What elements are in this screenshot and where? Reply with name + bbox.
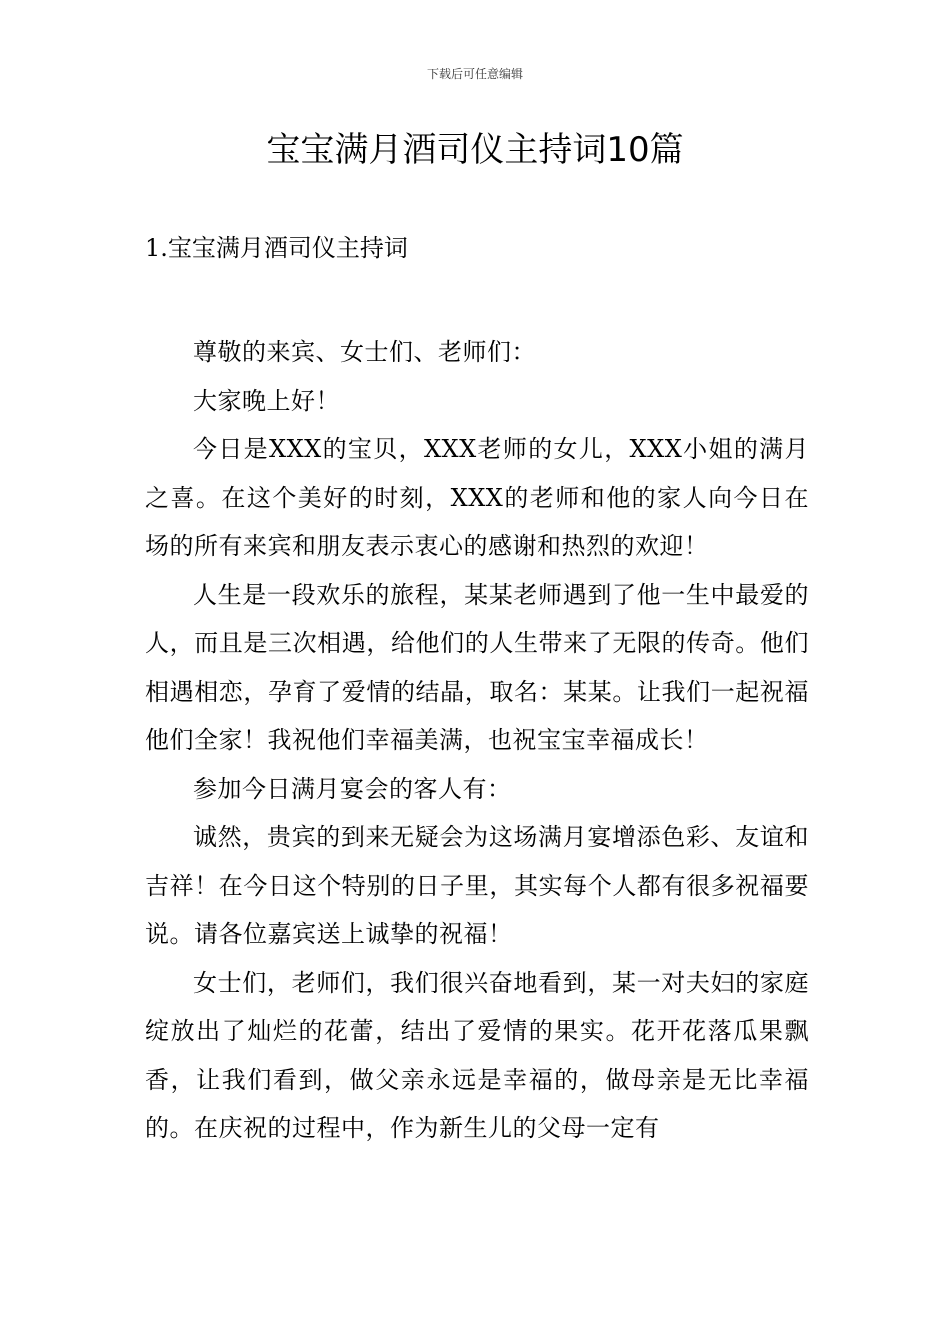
paragraph: 女士们，老师们，我们很兴奋地看到，某一对夫妇的家庭绽放出了灿烂的花蕾，结出了爱情的果实。花开花落瓜果飘香，让我们看到，做父亲永远是幸福的，做母亲是无比幸福的。在庆祝的过程中，作为新生儿的父母一定有 bbox=[145, 968, 809, 1142]
paragraph-greeting: 大家晚上好！ bbox=[193, 386, 340, 415]
paragraph: 诚然，贵宾的到来无疑会为这场满月宴增添色彩、友谊和吉祥！在今日这个特别的日子里，其实每个人都有很多祝福要说。请各位嘉宾送上诚挚的祝福！ bbox=[145, 823, 809, 948]
paragraph: 人生是一段欢乐的旅程，某某老师遇到了他一生中最爱的人，而且是三次相遇，给他们的人生带来了无限的传奇。他们相遇相恋，孕育了爱情的结晶，取名：某某。让我们一起祝福他们全家！我祝他们幸福美满，也祝宝宝幸福成长！ bbox=[145, 580, 809, 754]
paragraph: 今日是XXX的宝贝，XXX老师的女儿，XXX小姐的满月之喜。在这个美好的时刻，XXX的老师和他的家人向今日在场的所有来宾和朋友表示衷心的感谢和热烈的欢迎！ bbox=[145, 435, 809, 560]
document-body bbox=[145, 328, 809, 1153]
paragraph-salutation: 尊敬的来宾、女士们、老师们： bbox=[193, 338, 536, 366]
section-heading: 1.宝宝满月酒司仪主持词 bbox=[145, 234, 408, 262]
paragraph: 参加今日满月宴会的客人有： bbox=[193, 774, 512, 803]
document-title: 宝宝满月酒司仪主持词10篇 bbox=[266, 130, 684, 170]
header-note: 下载后可任意编辑 bbox=[426, 67, 523, 81]
